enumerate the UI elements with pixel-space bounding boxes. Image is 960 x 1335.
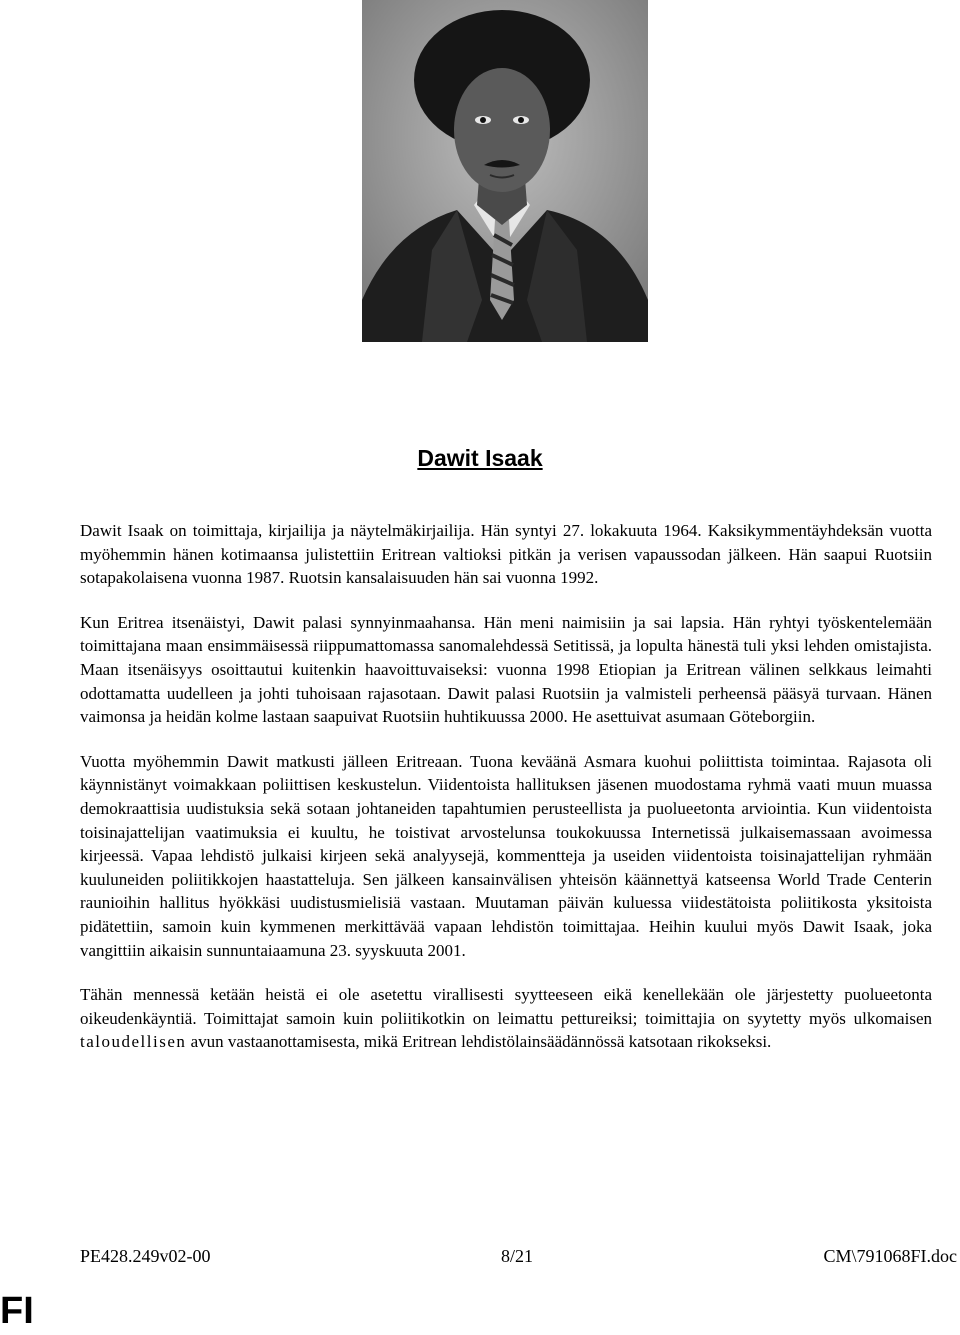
paragraph-4-end: avun vastaanottamisesta, mikä Eritrean lehdistölainsäädännössä katsotaan rikokseksi. (186, 1032, 772, 1052)
language-code: FI (0, 1290, 34, 1332)
paragraph-1: Dawit Isaak on toimittaja, kirjailija ja näytelmäkirjailija. Hän syntyi 27. lokakuuta 1964. Kaksikymmentäyhdeksän vuotta myöhemmin hänen kotimaansa julistettiin Eritrean valtioksi pitkän ja verisen vapaussodan jälkeen. Hän saapui Ruotsiin sotapakolaisena vuonna 1987. Ruotsin kansalaisuuden hän sai vuonna 1992. (80, 521, 932, 588)
page-footer (80, 1246, 957, 1267)
paragraph-4 (80, 983, 932, 1054)
body-text (80, 519, 932, 1075)
footer-page-number: 8/21 (500, 1246, 533, 1266)
paragraph-4-start: Tähän mennessä ketään heistä ei ole asetettu virallisesti syytteeseen eikä kenellekään ole järjestetty puolueetonta oikeudenkäyntiä. Toimittajat samoin kuin poliitikotkin on leimattu pettureiksi; toimittajia on syytetty myös ulkomaisen (80, 985, 932, 1028)
footer-file-name: CM\791068FI.doc (823, 1246, 957, 1266)
portrait-photo (362, 0, 648, 342)
paragraph-2: Kun Eritrea itsenäistyi, Dawit palasi synnyinmaahansa. Hän meni naimisiin ja sai lapsia. Hän ryhtyi työskentelemään toimittajana maan ensimmäisessä riippumattomassa sanomalehdessä Setitissä, ja lopulta hänestä tuli yksi lehden omistajista. Maan itsenäisyys osoittautui kuitenkin haavoittuvaiseksi: vuonna 1998 Etiopian ja Eritrean välinen selkkaus leimahti odottamatta uudelleen ja johti tuhoisaan rajasotaan. Dawit palasi Ruotsiin ja valmisteli perheensä pääsyä turvaan. Hänen vaimonsa ja heidän kolme lastaan saapuivat Ruotsiin huhtikuussa 2000. He asettuivat asumaan Göteborgiin. (80, 612, 932, 727)
paragraph-3: Vuotta myöhemmin Dawit matkusti jälleen Eritreaan. Tuona keväänä Asmara kuohui poliittista toimintaa. Rajasota oli käynnistänyt voimakkaan poliittisen keskustelun. Viidentoista hallituksen jäsenen muodostama ryhmä vaati muun muassa demokraattisia uudistuksia sekä sotaan johtaneiden tapahtumien perusteellista ja puolueetonta arviointia. Kun viidentoista toisinajattelijan vaatimuksia ei kuultu, he toistivat arvostelunsa toukokuussa Internetissä julkaisemassaan avoimessa kirjeessä. Vapaa lehdistö julkaisi kirjeen sekä analyysejä, kommentteja ja useiden viidentoista toisinajattelijan ryhmään kuuluneiden poliitikkojen haastatteluja. Sen jälkeen kansainvälisen yhteisön käännettyä katseensa World Trade Centerin raunioihin hallitus hyökkäsi uudistusmielisiä vastaan. Muutaman päivän kuluessa viidestätoista poliitikosta yksitoista pidätettiin, samoin kuin kymmenen merkittävää vapaan lehdistön toimittajaa. Heihin kuului myös Dawit Isaak, joka vangittiin aikaisin sunnuntaiaamuna 23. syyskuuta 2001. (80, 751, 932, 960)
document-title: Dawit Isaak (417, 445, 543, 471)
spaced-word: taloudellisen (80, 1032, 187, 1052)
footer-document-ref: PE428.249v02-00 (80, 1246, 211, 1266)
